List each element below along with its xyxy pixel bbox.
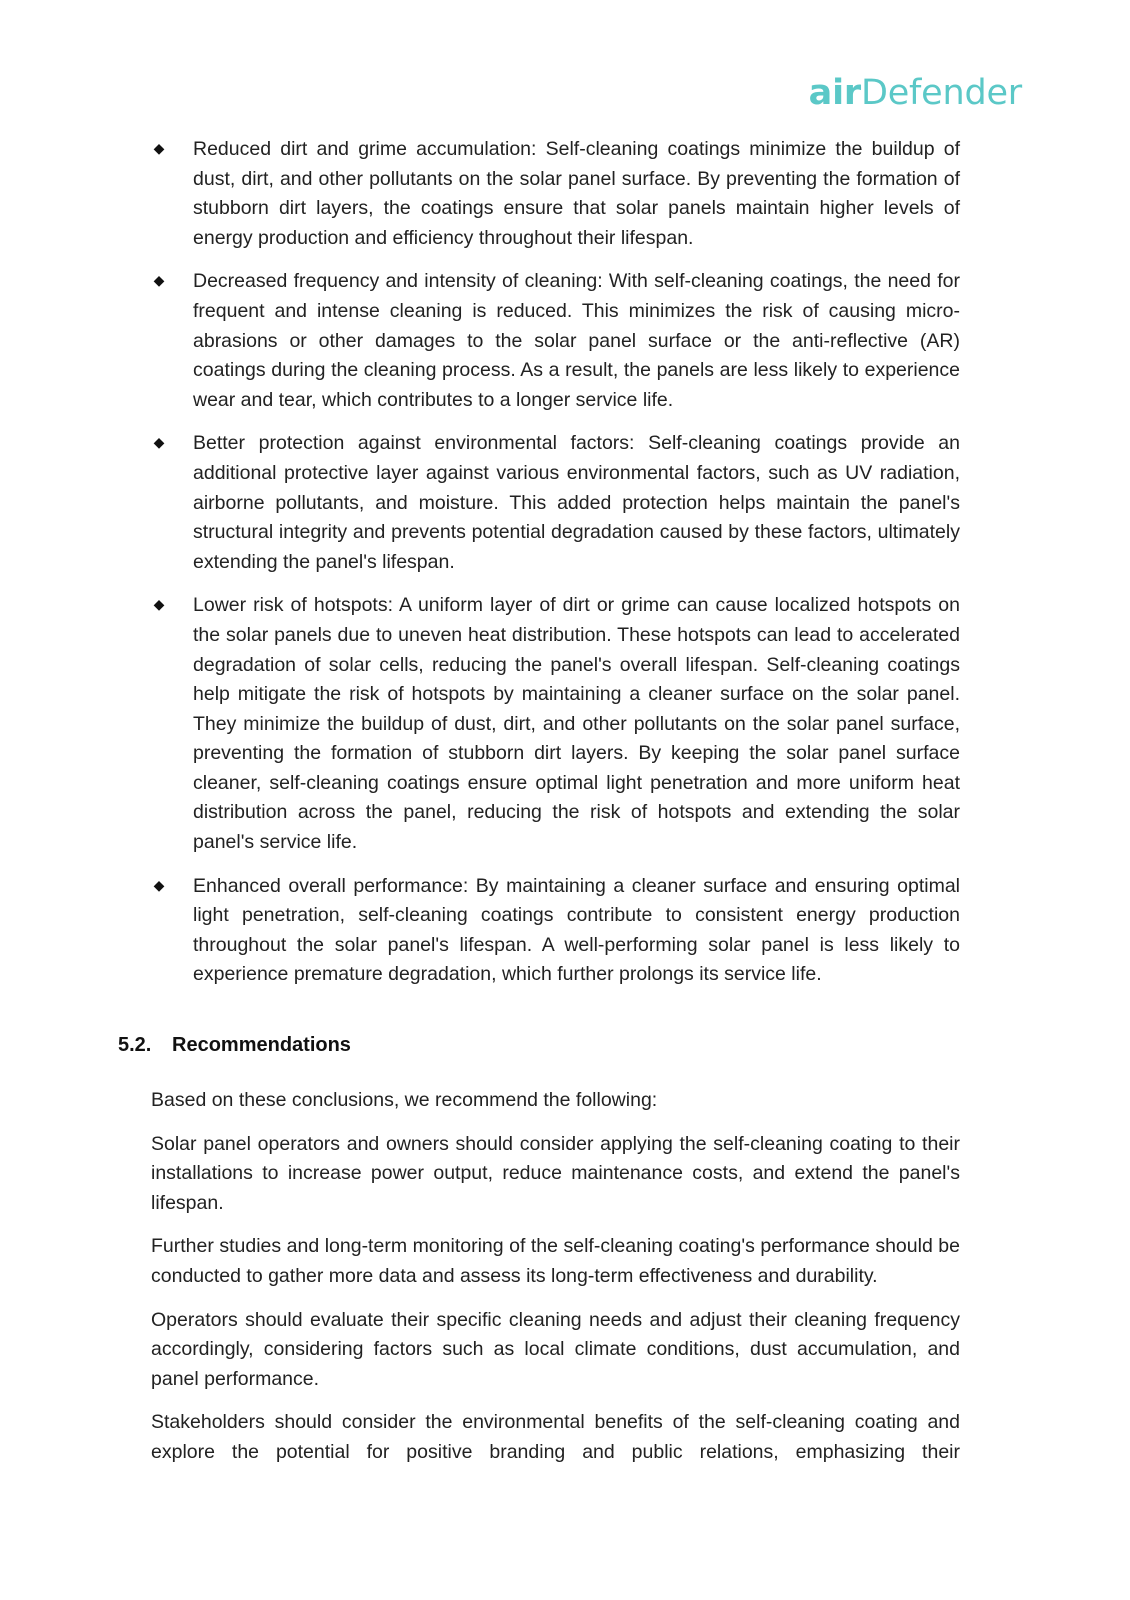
- diamond-bullet-icon: ◆: [153, 596, 165, 613]
- recommendations-body: [151, 1086, 960, 1482]
- bullet-text: Decreased frequency and intensity of cleaning: With self-cleaning coatings, the need for frequent and intense cleaning is reduced. This minimizes the risk of causing micro-abrasions or other damages to the solar panel surface or the anti-reflective (AR) coatings during the cleaning process. As a result, the panels are less likely to experience wear and tear, which contributes to a longer service life.: [193, 270, 960, 411]
- bullet-text: Reduced dirt and grime accumulation: Self-cleaning coatings minimize the buildup of dust, dirt, and other pollutants on the solar panel surface. By preventing the formation of stubborn dirt layers, the coatings ensure that solar panels maintain higher levels of energy production and efficiency throughout their lifespan.: [193, 138, 960, 249]
- paragraph: Solar panel operators and owners should consider applying the self-cleaning coating to their installations to increase power output, reduce maintenance costs, and extend the panel's lifespan.: [151, 1132, 960, 1214]
- benefits-list: [0, 135, 1130, 1004]
- section-title: Recommendations: [172, 1034, 351, 1056]
- paragraph: Operators should evaluate their specific cleaning needs and adjust their cleaning frequency accordingly, considering factors such as local climate conditions, dust accumulation, and panel performance.: [151, 1308, 960, 1390]
- list-item: [0, 267, 1130, 415]
- paragraph: Based on these conclusions, we recommend the following:: [151, 1089, 658, 1111]
- paragraph: Further studies and long-term monitoring of the self-cleaning coating's performance should be conducted to gather more data and assess its long-term effectiveness and durability.: [151, 1235, 960, 1287]
- list-item: [0, 872, 1130, 990]
- bullet-text: Better protection against environmental factors: Self-cleaning coatings provide an additional protective layer against various environmental factors, such as UV radiation, airborne pollutants, and moisture. This added protection helps maintain the panel's structural integrity and prevents potential degradation caused by these factors, ultimately extending the panel's lifespan.: [193, 432, 960, 573]
- airdefender-logo: [808, 73, 1022, 113]
- bullet-text: Enhanced overall performance: By maintaining a cleaner surface and ensuring optimal light penetration, self-cleaning coatings contribute to consistent energy production throughout the solar panel's lifespan. A well-performing solar panel is less likely to experience premature degradation, which further prolongs its service life.: [193, 874, 960, 986]
- list-item: [0, 135, 1130, 253]
- diamond-bullet-icon: ◆: [153, 272, 165, 289]
- bullet-text: Lower risk of hotspots: A uniform layer of dirt or grime can cause localized hotspots on the solar panels due to uneven heat distribution. These hotspots can lead to accelerated degradation of solar cells, reducing the panel's overall lifespan. Self-cleaning coatings help mitigate the risk of hotspots by maintaining a cleaner surface on the solar panel. They minimize the buildup of dust, dirt, and other pollutants on the solar panel surface, preventing the formation of stubborn dirt layers. By keeping the solar panel surface cleaner, self-cleaning coatings ensure optimal light penetration and more uniform heat distribution across the panel, reducing the risk of hotspots and extending the solar panel's service life.: [193, 594, 960, 854]
- diamond-bullet-icon: ◆: [153, 140, 165, 156]
- logo-air: air: [808, 73, 861, 113]
- section-number: 5.2.: [118, 1034, 152, 1056]
- section-heading: [118, 1034, 351, 1057]
- list-item: [0, 591, 1130, 857]
- diamond-bullet-icon: ◆: [153, 876, 165, 893]
- diamond-bullet-icon: ◆: [153, 434, 165, 451]
- paragraph: Stakeholders should consider the environmental benefits of the self-cleaning coating and explore the potential for positive branding and public relations, emphasizing their: [151, 1411, 960, 1463]
- list-item: [0, 429, 1130, 577]
- logo-defender: Defender: [860, 73, 1022, 113]
